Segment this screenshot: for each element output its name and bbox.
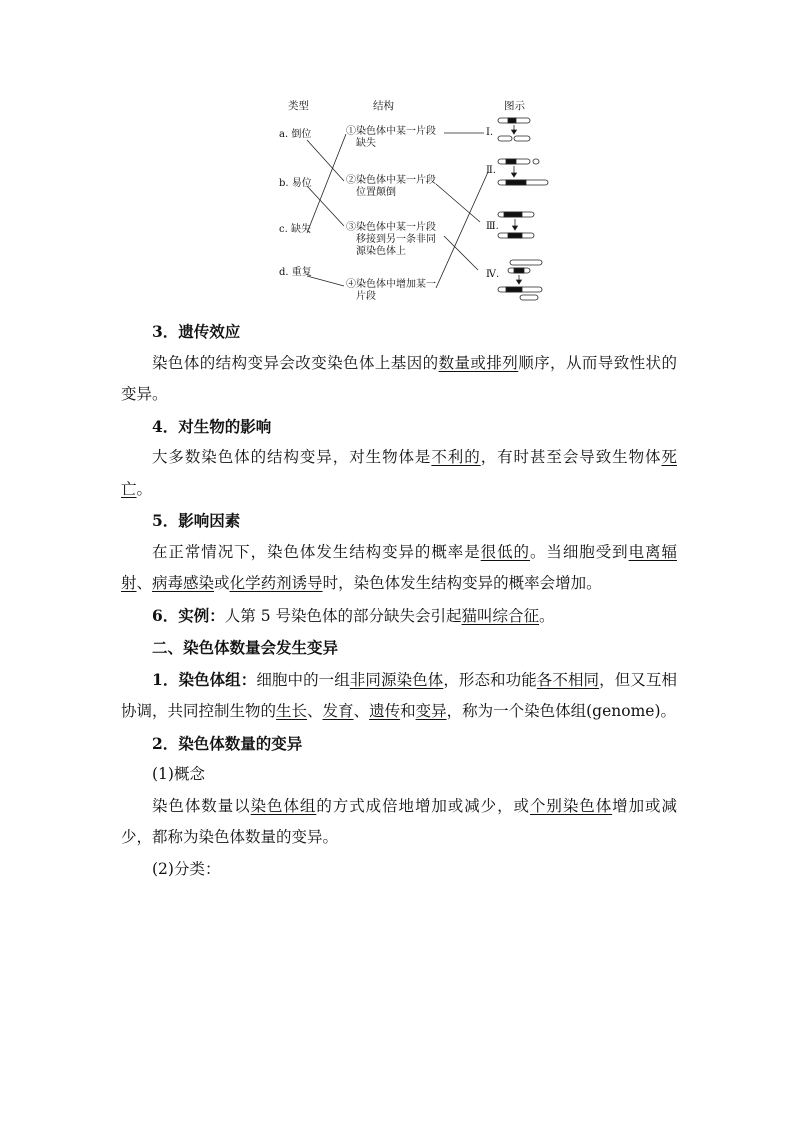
heading-impact: 4．对生物的影响 [152,416,272,436]
answer-underline: 发育 [322,702,354,720]
chromosome-variation-diagram [270,96,560,308]
subheading-concept: (1)概念 [152,765,205,783]
header-illustration: 图示 [504,100,525,112]
answer-underline: 变异 [415,702,447,720]
roman-II: Ⅱ. [486,165,496,176]
answer-underline: 化学药剂诱导 [229,574,323,592]
answer-underline: 个别染色体 [529,796,613,815]
roman-III: Ⅲ. [486,221,499,232]
paragraph-concept: 染色体数量以染色体组的方式成倍地增加或减少，或个别染色体增加或减少，都称为染色体数量的变异。 [121,796,677,846]
subheading-classification: (2)分类： [152,859,221,878]
paragraph-impact: 大多数染色体的结构变异，对生物体是不利的，有时甚至会导致生物体死亡。 [121,448,677,498]
document-body [121,316,677,885]
heading-factors: 5．影响因素 [152,511,241,530]
type-c: c. 缺失 [279,224,311,235]
type-a: a. 倒位 [279,129,312,140]
illustration-IV [498,260,542,300]
answer-underline: 数量或排列 [438,353,519,372]
type-b: b. 易位 [279,178,312,189]
paragraph-genetic-effect: 染色体的结构变异会改变染色体上基因的数量或排列顺序，从而导致性状的变异。 [121,353,677,403]
type-d: d. 重复 [279,267,312,278]
heading-genetic-effect: 3．遗传效应 [152,322,241,341]
structure-3: ③染色体中某一片段 移接到另一条非同 源染色体上 [346,222,436,257]
illustration-II [498,159,548,185]
answer-underline: 很低的 [480,542,530,561]
illustration-I [498,118,530,141]
structure-2: ②染色体中某一片段 位置颠倒 [346,175,436,198]
answer-underline: 电离辐射 [121,542,677,592]
answer-underline: 生长 [276,702,308,720]
roman-IV: Ⅳ. [486,269,500,280]
paragraph-example: 6．实例：人第 5 号染色体的部分缺失会引起猫叫综合征。 [152,605,555,625]
answer-underline: 不利的 [431,448,481,466]
roman-I: Ⅰ. [486,127,494,138]
line-a-2 [307,140,344,181]
answer-underline: 染色体组 [250,796,317,815]
line-2-III [436,184,480,222]
line-4-II [436,172,488,288]
line-d-4 [307,276,344,286]
answer-underline: 死亡 [121,448,677,498]
answer-underline: 非同源染色体 [349,670,444,689]
header-structure: 结构 [373,100,394,112]
paragraph-factors: 在正常情况下，染色体发生结构变异的概率是很低的。当细胞受到电离辐射、病毒感染或化学药剂诱导时，染色体发生结构变异的概率会增加。 [121,542,677,592]
paragraph-chromosome-set: 1．染色体组：细胞中的一组非同源染色体，形态和功能各不相同，但又互相协调，共同控制生物的生长、发育、遗传和变异，称为一个染色体组(genome)。 [121,669,677,720]
illustration-III [498,212,534,238]
answer-underline: 遗传 [369,702,401,720]
heading-number-variation: 2．染色体数量的变异 [152,733,303,753]
structure-4: ④染色体中增加某一 片段 [346,279,436,302]
line-3-IV [444,236,478,270]
heading-part-two: 二、染色体数量会发生变异 [152,638,339,657]
header-type: 类型 [288,100,309,112]
answer-underline: 病毒感染 [152,574,215,592]
answer-underline: 各不相同 [536,670,600,689]
line-c-1 [307,134,346,233]
structure-1: ①染色体中某一片段 缺失 [346,126,436,149]
answer-underline: 猫叫综合征 [461,606,540,625]
